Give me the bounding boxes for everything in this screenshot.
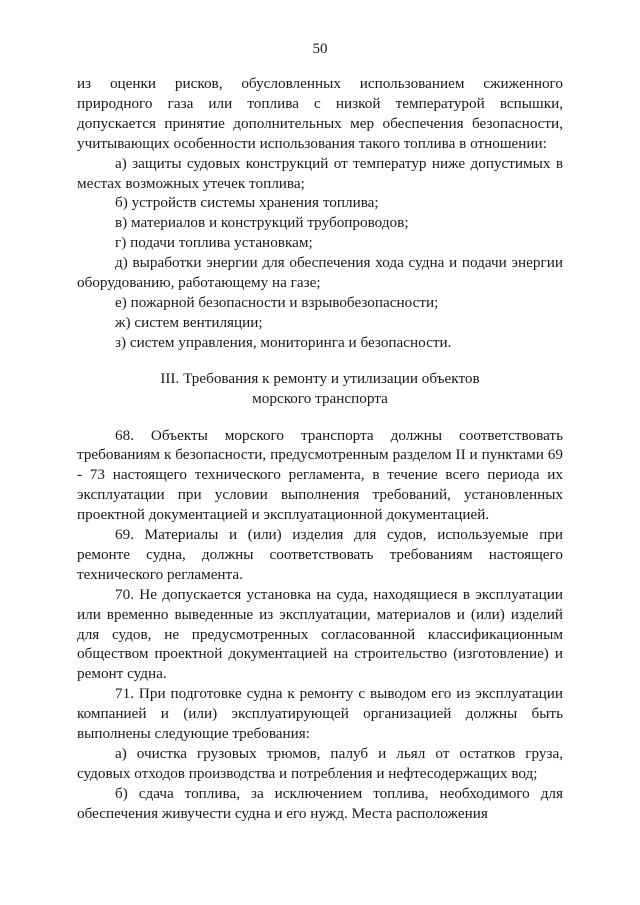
paragraph: из оценки рисков, обусловленных использованием сжиженного природного газа или топлива с низкой температурой вспышки, допускается принятие дополнительных мер обеспечения безопасности, учитывающих особенности использования такого топлива в отношении: — [77, 75, 563, 152]
page-number: 50 — [312, 41, 328, 57]
list-item: б) устройств системы хранения топлива; — [115, 194, 379, 212]
list-item: д) выработки энергии для обеспечения хода судна и подачи энергии оборудованию, работающему на газе; — [77, 254, 563, 292]
list-item: в) материалов и конструкций трубопроводов; — [115, 214, 409, 232]
paragraph-71: 71. При подготовке судна к ремонту с выводом его из эксплуатации компанией и (или) эксплуатирующей организацией должны быть выполнены следующие требования: — [77, 685, 563, 743]
list-item: з) систем управления, мониторинга и безопасности. — [115, 333, 452, 351]
section-heading — [77, 369, 563, 409]
paragraph-70: 70. Не допускается установка на суда, находящиеся в эксплуатации или временно выведенные из эксплуатации, материалов и (или) изделий для судов, не предусмотренных согласованной классификационным обществом проектной документацией на строительство (изготовление) и ремонт судна. — [77, 585, 563, 683]
section-heading-line: морского транспорта — [252, 389, 388, 407]
list-item: б) сдача топлива, за исключением топлива, необходимого для обеспечения живучести судна и его нужд. Места расположения — [77, 784, 563, 822]
list-item: а) защиты судовых конструкций от температур ниже допустимых в местах возможных утечек топлива; — [77, 154, 563, 192]
list-item: а) очистка грузовых трюмов, палуб и льял от остатков груза, судовых отходов производства и потребления и нефтесодержащих вод; — [77, 745, 563, 782]
list-item: г) подачи топлива установкам; — [115, 234, 313, 252]
document-body — [77, 74, 563, 824]
paragraph-68: 68. Объекты морского транспорта должны соответствовать требованиям к безопасности, предусмотренным разделом II и пунктами 69 - 73 настоящего технического регламента, в течение всего периода их эксплуатации при условии выполнения требований, установленных проектной документацией и эксплуатационной документацией. — [77, 426, 563, 524]
list-item: ж) систем вентиляции; — [115, 313, 263, 331]
list-item: е) пожарной безопасности и взрывобезопасности; — [115, 293, 439, 311]
paragraph-69: 69. Материалы и (или) изделия для судов, используемые при ремонте судна, должны соответствовать требованиям настоящего технического регламента. — [77, 526, 563, 583]
section-heading-line: III. Требования к ремонту и утилизации объектов — [160, 369, 480, 387]
